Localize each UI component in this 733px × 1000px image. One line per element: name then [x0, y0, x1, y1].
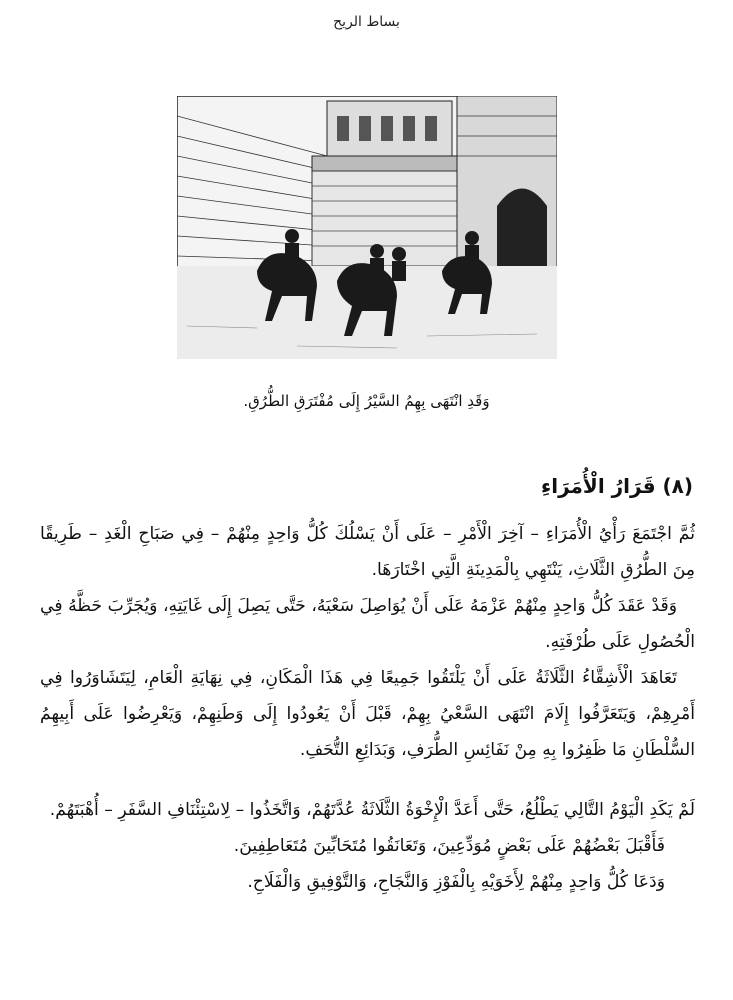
paragraph: ثُمَّ اجْتَمَعَ رَأْيُ الْأُمَرَاءِ – آخِرَ الْأَمْرِ – عَلَى أَنْ يَسْلُكَ كُلُّ وَاحِدٍ مِنْهُمْ – فِي صَبَاحِ الْغَدِ – طَرِيقًا مِنَ الطُّرُقِ الثَّلَاثِ، يَنْتَهِي بِالْمَدِينَةِ الَّتِي اخْتَارَهَا.	[40, 524, 695, 580]
book-title-header: بساط الريح	[333, 14, 400, 30]
paragraph: لَمْ يَكَدِ الْيَوْمُ التَّالِي يَطْلُعُ، حَتَّى أَعَدَّ الْإِخْوَةُ الثَّلَاثَةُ عُدَّتَهُمْ، وَاتَّخَذُوا – لِاسْتِئْنَافِ السَّفَرِ – أُهْبَتَهُمْ.	[49, 800, 695, 820]
chapter-title: (٨) قَرَارُ الْأُمَرَاءِ	[541, 474, 693, 498]
horsemen-at-city-gate-illustration	[177, 96, 557, 359]
illustration-caption: وَقَدِ انْتَهَى بِهِمُ السَّيْرُ إِلَى مُفْتَرَقِ الطُّرُقِ.	[243, 392, 490, 410]
paragraph: وَقَدْ عَقَدَ كُلُّ وَاحِدٍ مِنْهُمْ عَزْمَهُ عَلَى أَنْ يُوَاصِلَ سَعْيَهُ، حَتَّى يَصِلَ إِلَى غَايَتِهِ، وَيُجَرِّبَ حَظَّهُ فِي الْحُصُولِ عَلَى طُرْفَتِهِ.	[40, 596, 695, 652]
paragraph: تَعَاهَدَ الْأَشِقَّاءُ الثَّلَاثَةُ عَلَى أَنْ يَلْتَقُوا جَمِيعًا فِي هَذَا الْمَكَانِ، فِي نِهَايَةِ الْعَامِ، لِيَتَشَاوَرُوا فِي أَمْرِهِمْ، وَيَتَعَرَّفُوا إِلَامَ انْتَهَى السَّعْيُ بِهِمْ، قَبْلَ أَنْ يَعُودُوا إِلَى وَطَنِهِمْ، وَيَعْرِضُوا عَلَى أَبِيهِمُ السُّلْطَانِ مَا ظَفِرُوا بِهِ مِنْ نَفَائِسِ الطُّرَفِ، وَبَدَائِعِ التُّحَفِ.	[40, 668, 695, 760]
paragraph: وَدَعَا كُلُّ وَاحِدٍ مِنْهُمْ لِأَخَوَيْهِ بِالْفَوْزِ وَالنَّجَاحِ، وَالتَّوْفِيقِ وَالْفَلَاحِ.	[247, 872, 665, 892]
paragraph: فَأَقْبَلَ بَعْضُهُمْ عَلَى بَعْضٍ مُوَدِّعِينَ، وَتَعَانَقُوا مُتَحَابِّينَ مُتَعَاطِفِينَ.	[233, 836, 665, 856]
chapter-body	[40, 516, 695, 900]
